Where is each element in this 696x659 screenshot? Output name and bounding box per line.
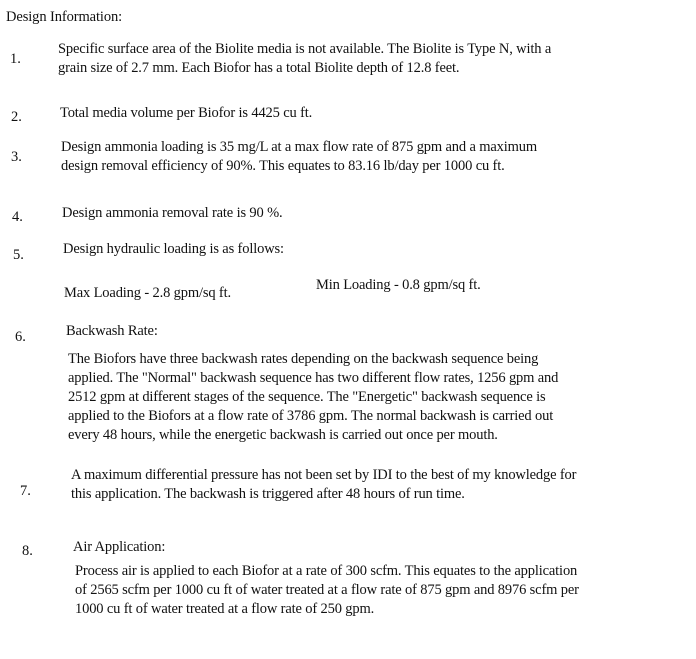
item-number: 7.: [20, 483, 31, 499]
item-number: 4.: [12, 209, 23, 225]
air-application-paragraph: [75, 562, 695, 619]
backwash-paragraph: [68, 350, 688, 445]
item-number: 6.: [15, 329, 26, 345]
item-text: [60, 104, 680, 123]
item-text: [66, 322, 686, 341]
min-loading-text: Min Loading - 0.8 gpm/sq ft.: [316, 277, 481, 293]
item-text-line: Design hydraulic loading is as follows:: [63, 241, 284, 257]
item-text: [63, 240, 683, 259]
document-heading: Design Information:: [6, 9, 123, 25]
item-text-line: design removal efficiency of 90%. This equates to 83.16 lb/day per 1000 cu ft.: [61, 158, 505, 174]
item-text-line: this application. The backwash is triggered after 48 hours of run time.: [71, 486, 465, 502]
item-text: [71, 466, 691, 504]
item-number: 1.: [10, 51, 21, 67]
item-text: [58, 40, 678, 78]
paragraph-line: of 2565 scfm per 1000 cu ft of water treated at a flow rate of 875 gpm and 8976 scfm per: [75, 582, 579, 598]
item-number: 2.: [11, 109, 22, 125]
item-text-line: Total media volume per Biofor is 4425 cu ft.: [60, 105, 313, 121]
item-number: 8.: [22, 543, 33, 559]
item-text: [62, 204, 682, 223]
item-text-line: Design ammonia removal rate is 90 %.: [62, 205, 283, 221]
paragraph-line: applied. The "Normal" backwash sequence has two different flow rates, 1256 gpm and: [68, 370, 559, 386]
paragraph-line: every 48 hours, while the energetic backwash is carried out once per mouth.: [68, 427, 498, 443]
paragraph-line: 1000 cu ft of water treated at a flow rate of 250 gpm.: [75, 601, 375, 617]
item-text-line: Air Application:: [73, 539, 166, 555]
item-text-line: A maximum differential pressure has not been set by IDI to the best of my knowledge for: [71, 467, 577, 483]
paragraph-line: Process air is applied to each Biofor at a rate of 300 scfm. This equates to the application: [75, 563, 578, 579]
item-text: [73, 538, 693, 557]
item-text-line: Specific surface area of the Biolite media is not available. The Biolite is Type N, with a: [58, 41, 552, 57]
paragraph-line: applied to the Biofors at a flow rate of 3786 gpm. The normal backwash is carried out: [68, 408, 554, 424]
item-text-line: grain size of 2.7 mm. Each Biofor has a total Biolite depth of 12.8 feet.: [58, 60, 460, 76]
max-loading-text: Max Loading - 2.8 gpm/sq ft.: [64, 285, 231, 301]
item-text: [61, 138, 681, 176]
item-number: 3.: [11, 149, 22, 165]
paragraph-line: 2512 gpm at different stages of the sequence. The "Energetic" backwash sequence is: [68, 389, 546, 405]
paragraph-line: The Biofors have three backwash rates depending on the backwash sequence being: [68, 351, 539, 367]
item-text-line: Backwash Rate:: [66, 323, 158, 339]
item-text-line: Design ammonia loading is 35 mg/L at a max flow rate of 875 gpm and a maximum: [61, 139, 537, 155]
item-number: 5.: [13, 247, 24, 263]
